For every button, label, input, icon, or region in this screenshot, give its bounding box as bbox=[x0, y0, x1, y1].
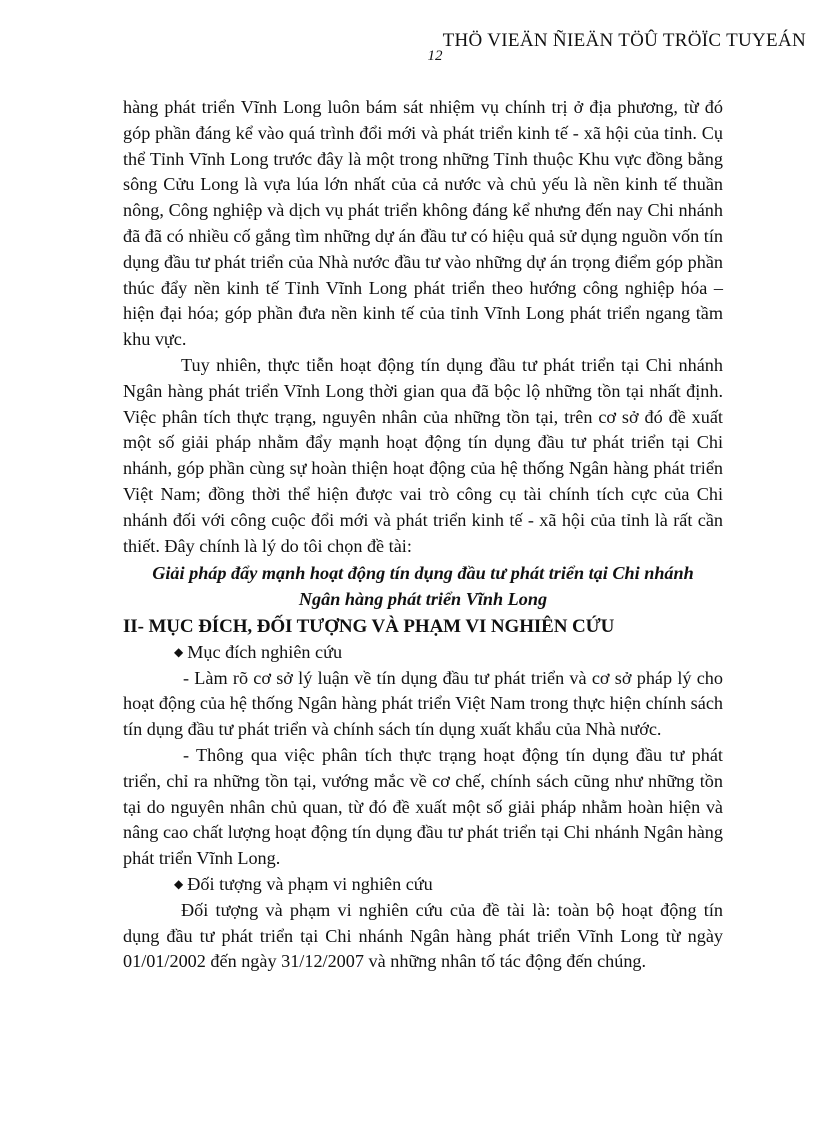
topic-title-line-1: Giải pháp đẩy mạnh hoạt động tín dụng đầu tư phát triển tại Chi nhánh bbox=[152, 563, 694, 584]
section-heading: II- MỤC ĐÍCH, ĐỐI TƯỢNG VÀ PHẠM VI NGHIÊN CỨU bbox=[123, 615, 615, 637]
page-number: 12 bbox=[427, 48, 443, 64]
library-header: THÖ VIEÄN ÑIEÄN TÖÛ TRÖÏC TUYEÁN bbox=[442, 30, 806, 51]
document-body bbox=[123, 95, 723, 975]
bullet-purpose-label: Mục đích nghiên cứu bbox=[187, 641, 343, 662]
purpose-item-2: - Thông qua việc phân tích thực trạng hoạt động tín dụng đầu tư phát triển, chỉ ra những tồn tại, vướng mắc về cơ chế, chính sách cũng như những tồn tại do nguyên nhân chủ quan, từ đó đề xuất một số giải pháp nhằm hoàn hiện và nâng cao chất lượng hoạt động tín dụng đầu tư phát triển tại Chi nhánh Ngân hàng phát triển Vĩnh Long. bbox=[123, 744, 723, 869]
paragraph-scope: Đối tượng và phạm vi nghiên cứu của đề tài là: toàn bộ hoạt động tín dụng đầu tư phát triển tại Chi nhánh Ngân hàng phát triển Vĩnh Long từ ngày 01/01/2002 đến ngày 31/12/2007 và những nhân tố tác động đến chúng. bbox=[123, 899, 723, 972]
diamond-bullet-icon: ◆ bbox=[174, 644, 184, 659]
paragraph-rationale: Tuy nhiên, thực tiễn hoạt động tín dụng đầu tư phát triển tại Chi nhánh Ngân hàng phát triển Vĩnh Long thời gian qua đã bộc lộ những tồn tại nhất định. Việc phân tích thực trạng, nguyên nhân của những tồn tại, trên cơ sở đó đề xuất một số giải pháp nhằm đẩy mạnh hoạt động tín dụng đầu tư phát triển tại Chi nhánh, góp phần cùng sự hoàn thiện hoạt động của hệ thống Ngân hàng phát triển Việt Nam; đồng thời thể hiện được vai trò công cụ tài chính tích cực của Chi nhánh đối với công cuộc đổi mới và phát triển kinh tế - xã hội của tỉnh là rất cần thiết. Đây chính là lý do tôi chọn đề tài: bbox=[123, 354, 723, 556]
bullet-scope bbox=[123, 872, 723, 898]
bullet-scope-label: Đối tượng và phạm vi nghiên cứu bbox=[187, 873, 433, 894]
topic-title-line-2: Ngân hàng phát triển Vĩnh Long bbox=[298, 589, 548, 610]
purpose-item-1: - Làm rõ cơ sở lý luận về tín dụng đầu tư phát triển và cơ sở pháp lý cho hoạt động của hệ thống Ngân hàng phát triển Việt Nam trong thực hiện chính sách tín dụng đầu tư phát triển và chính sách tín dụng xuất khẩu của Nhà nước. bbox=[123, 667, 723, 740]
diamond-bullet-icon: ◆ bbox=[174, 876, 184, 891]
paragraph-context: hàng phát triển Vĩnh Long luôn bám sát nhiệm vụ chính trị ở địa phương, từ đó góp phần đáng kể vào quá trình đổi mới và phát triển kinh tế - xã hội của tỉnh. Cụ thể Tỉnh Vĩnh Long trước đây là một trong những Tỉnh thuộc Khu vực đồng bằng sông Cửu Long là vựa lúa lớn nhất của cả nước và chủ yếu là nền kinh tế thuần nông, Công nghiệp và dịch vụ phát triển không đáng kể nhưng đến nay Chi nhánh đã đã có nhiều cố gắng tìm những dự án đầu tư có hiệu quả sử dụng nguồn vốn tín dụng đầu tư phát triển của Nhà nước đầu tư vào những dự án trọng điểm góp phần thúc đẩy nền kinh tế Tỉnh Vĩnh Long phát triển theo hướng công nghiệp hóa – hiện đại hóa; góp phần đưa nền kinh tế của tỉnh Vĩnh Long phát triển ngang tầm khu vực. bbox=[123, 97, 723, 350]
bullet-purpose bbox=[123, 640, 723, 666]
